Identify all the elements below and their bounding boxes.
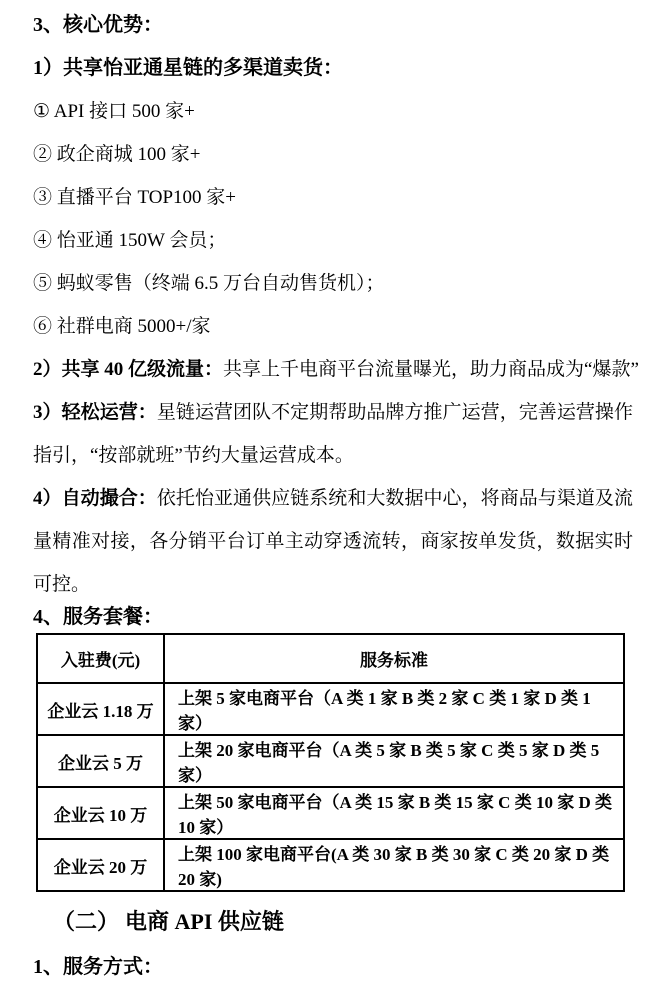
service-package-table [36,633,625,892]
paragraph-auto-matching [33,477,633,606]
standard-cell: 上架 100 家电商平台(A 类 30 家 B 类 30 家 C 类 20 家 D 类 20 家) [164,839,624,891]
standard-cell: 上架 5 家电商平台（A 类 1 家 B 类 2 家 C 类 1 家 D 类 1 家） [164,683,624,735]
table-row [37,787,624,839]
paragraph-auto-matching-lead: 4）自动撮合： [33,488,157,509]
paragraph-easy-operation-lead: 3）轻松运营： [33,402,157,423]
heading-service-method: 1、服务方式： [33,956,163,978]
paragraph-auto-matching-body: 依托怡亚通供应链系统和大数据中心，将商品与渠道及流量精准对接，各分销平台订单主动穿透流转，商家按单发货，数据实时可控。 [33,488,633,595]
fee-cell: 企业云 1.18 万 [37,683,164,735]
heading-core-advantages: 3、核心优势： [33,14,163,36]
heading-section-two-ecommerce-api [53,900,633,943]
column-header-entry-fee: 入驻费(元) [37,634,164,683]
heading-multichannel-selling: 1）共享怡亚通星链的多渠道卖货： [33,57,343,79]
paragraph-shared-traffic [33,348,639,391]
list-item-members: ④ 怡亚通 150W 会员； [33,230,227,251]
list-item-api: ① API 接口 500 家+ [33,101,195,122]
standard-cell: 上架 20 家电商平台（A 类 5 家 B 类 5 家 C 类 5 家 D 类 5 家） [164,735,624,787]
heading-service-packages: 4、服务套餐： [33,606,163,628]
list-item-live-platform: ③ 直播平台 TOP100 家+ [33,187,237,208]
list-item-gov-mall: ② 政企商城 100 家+ [33,144,201,165]
table-header-row [37,634,624,683]
fee-cell: 企业云 20 万 [37,839,164,891]
table-row [37,735,624,787]
paragraph-shared-traffic-body: 共享上千电商平台流量曝光，助力商品成为“爆款” [223,359,639,380]
section-two-number: （二） [53,909,120,934]
table-row [37,683,624,735]
list-item-community-ecommerce: ⑥ 社群电商 5000+/家 [33,316,211,337]
paragraph-shared-traffic-lead: 2）共享 40 亿级流量： [33,359,224,380]
standard-cell: 上架 50 家电商平台（A 类 15 家 B 类 15 家 C 类 10 家 D 类 10 家） [164,787,624,839]
fee-cell: 企业云 10 万 [37,787,164,839]
paragraph-easy-operation [33,391,633,477]
list-item-ant-retail: ⑤ 蚂蚁零售（终端 6.5 万台自动售货机）； [33,273,385,294]
section-two-title: 电商 API 供应链 [125,909,284,934]
fee-cell: 企业云 5 万 [37,735,164,787]
table-row [37,839,624,891]
column-header-service-standard: 服务标准 [164,634,624,683]
paragraph-easy-operation-body: 星链运营团队不定期帮助品牌方推广运营，完善运营操作指引，“按部就班”节约大量运营成本。 [33,402,633,466]
